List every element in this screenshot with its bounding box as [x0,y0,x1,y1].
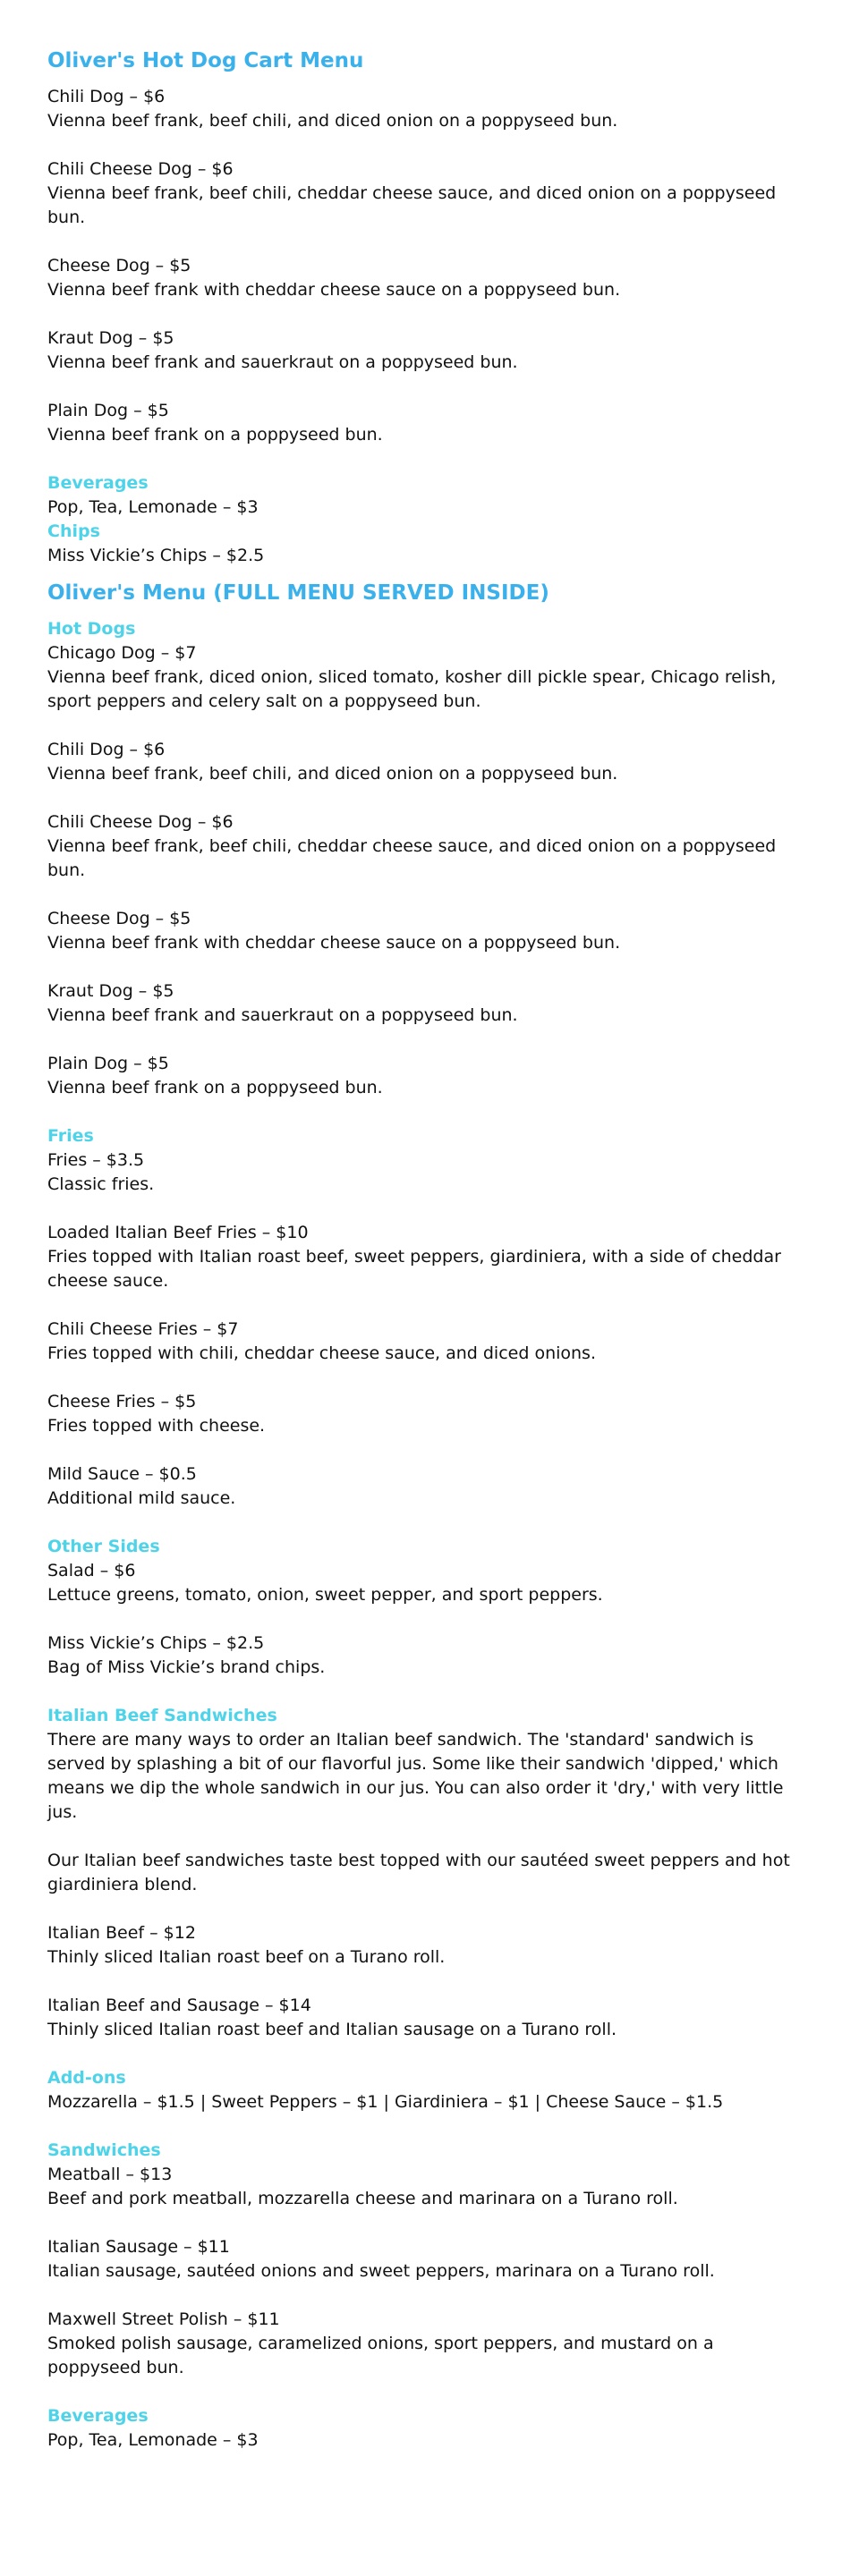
item-description: Smoked polish sausage, caramelized onions, sport peppers, and mustard on a poppyseed bun. [47,2334,714,2377]
menu-item [47,326,812,375]
item-name: Meatball – $13 [47,2165,173,2184]
sandwiches-label: Sandwiches [47,2140,161,2160]
beverages-label: Beverages [47,473,149,493]
menu-item [47,85,812,133]
item-description: Fries topped with cheese. [47,1416,266,1436]
item-description: Additional mild sauce. [47,1488,236,1508]
cart-menu-title: Oliver's Hot Dog Cart Menu [47,49,364,72]
menu-item [47,157,812,230]
item-description: Beef and pork meatball, mozzarella cheese and marinara on a Turano roll. [47,2189,678,2208]
item-description: Vienna beef frank, beef chili, and diced onion on a poppyseed bun. [47,764,618,784]
item-name: Cheese Dog – $5 [47,909,191,928]
menu-item [47,1462,812,1511]
menu-item [47,254,812,302]
item-name: Plain Dog – $5 [47,401,169,420]
item-name: Plain Dog – $5 [47,1054,169,1073]
item-name: Chili Cheese Dog – $6 [47,812,234,832]
item-name: Chili Dog – $6 [47,740,166,759]
item-description: Fries topped with chili, cheddar cheese sauce, and diced onions. [47,1343,597,1363]
menu-item [47,907,812,955]
item-name: Chili Dog – $6 [47,87,166,106]
addons-text: Mozzarella – $1.5 | Sweet Peppers – $1 | Giardiniera – $1 | Cheese Sauce – $1.5 [47,2092,724,2112]
item-description: Bag of Miss Vickie’s brand chips. [47,1657,326,1677]
item-name: Kraut Dog – $5 [47,981,174,1001]
item-name: Fries – $3.5 [47,1150,145,1170]
item-name: Chicago Dog – $7 [47,643,197,663]
item-description: Vienna beef frank on a poppyseed bun. [47,425,383,445]
other-sides-label: Other Sides [47,1537,160,1556]
item-name: Mild Sauce – $0.5 [47,1464,197,1484]
item-name: Salad – $6 [47,1561,136,1580]
item-description: Thinly sliced Italian roast beef and Italian sausage on a Turano roll. [47,2020,617,2039]
item-description: Vienna beef frank, beef chili, cheddar cheese sauce, and diced onion on a poppyseed bun. [47,183,777,227]
menu-item [47,1631,812,1680]
menu-item [47,2163,812,2211]
menu-item [47,641,812,714]
item-description: Vienna beef frank and sauerkraut on a poppyseed bun. [47,1005,518,1025]
menu-item [47,399,812,447]
beverages-label: Beverages [47,2406,149,2426]
chips-text: Miss Vickie’s Chips – $2.5 [47,546,265,565]
item-name: Kraut Dog – $5 [47,328,174,348]
menu-item [47,1052,812,1100]
addons-label: Add-ons [47,2068,126,2088]
item-description: Thinly sliced Italian roast beef on a Turano roll. [47,1947,446,1967]
full-menu-title: Oliver's Menu (FULL MENU SERVED INSIDE) [47,581,549,605]
item-name: Italian Beef and Sausage – $14 [47,1996,311,2015]
item-name: Cheese Fries – $5 [47,1392,197,1411]
italian-beef-label: Italian Beef Sandwiches [47,1706,277,1725]
menu-item [47,2235,812,2284]
menu-item [47,1318,812,1366]
item-name: Chili Cheese Fries – $7 [47,1319,239,1339]
item-name: Loaded Italian Beef Fries – $10 [47,1223,309,1242]
menu-item [47,2308,812,2380]
item-description: Vienna beef frank, beef chili, and diced onion on a poppyseed bun. [47,111,618,131]
menu-item [47,1559,812,1607]
menu-item [47,1390,812,1438]
item-name: Italian Sausage – $11 [47,2237,230,2257]
menu-item [47,1921,812,1970]
item-description: Fries topped with Italian roast beef, sweet peppers, giardiniera, with a side of cheddar cheese sauce. [47,1247,781,1291]
item-description: Vienna beef frank on a poppyseed bun. [47,1078,383,1097]
menu-item [47,738,812,786]
item-description: Vienna beef frank with cheddar cheese sauce on a poppyseed bun. [47,280,621,300]
item-name: Cheese Dog – $5 [47,256,191,275]
item-description: Lettuce greens, tomato, onion, sweet pepper, and sport peppers. [47,1585,603,1605]
hot-dogs-label: Hot Dogs [47,619,136,639]
item-description: Italian sausage, sautéed onions and sweet peppers, marinara on a Turano roll. [47,2261,715,2281]
item-description: Vienna beef frank and sauerkraut on a poppyseed bun. [47,352,518,372]
beverages-text: Pop, Tea, Lemonade – $3 [47,2430,259,2450]
chips-label: Chips [47,521,100,541]
item-name: Italian Beef – $12 [47,1923,196,1943]
italian-beef-intro: There are many ways to order an Italian beef sandwich. The 'standard' sandwich is served by splashing a bit of our flavorful jus. Some like their sandwich 'dipped,' which means we dip the whole sandwich in our jus. You can also order it 'dry,' with very little jus. [47,1730,784,1822]
beverages-text: Pop, Tea, Lemonade – $3 [47,497,259,517]
item-name: Maxwell Street Polish – $11 [47,2309,280,2329]
menu-item [47,1221,812,1293]
item-name: Chili Cheese Dog – $6 [47,159,234,179]
italian-beef-toppings-note: Our Italian beef sandwiches taste best topped with our sautéed sweet peppers and hot giardiniera blend. [47,1851,790,1894]
menu-item [47,810,812,883]
item-name: Miss Vickie’s Chips – $2.5 [47,1633,265,1653]
fries-label: Fries [47,1126,94,1146]
item-description: Vienna beef frank, diced onion, sliced tomato, kosher dill pickle spear, Chicago relish, sport peppers and celery salt on a poppyseed bun. [47,667,777,711]
item-description: Vienna beef frank, beef chili, cheddar cheese sauce, and diced onion on a poppyseed bun. [47,836,777,880]
item-description: Vienna beef frank with cheddar cheese sauce on a poppyseed bun. [47,933,621,953]
item-description: Classic fries. [47,1174,155,1194]
menu-item [47,979,812,1028]
menu-item [47,1148,812,1197]
menu-item [47,1994,812,2042]
